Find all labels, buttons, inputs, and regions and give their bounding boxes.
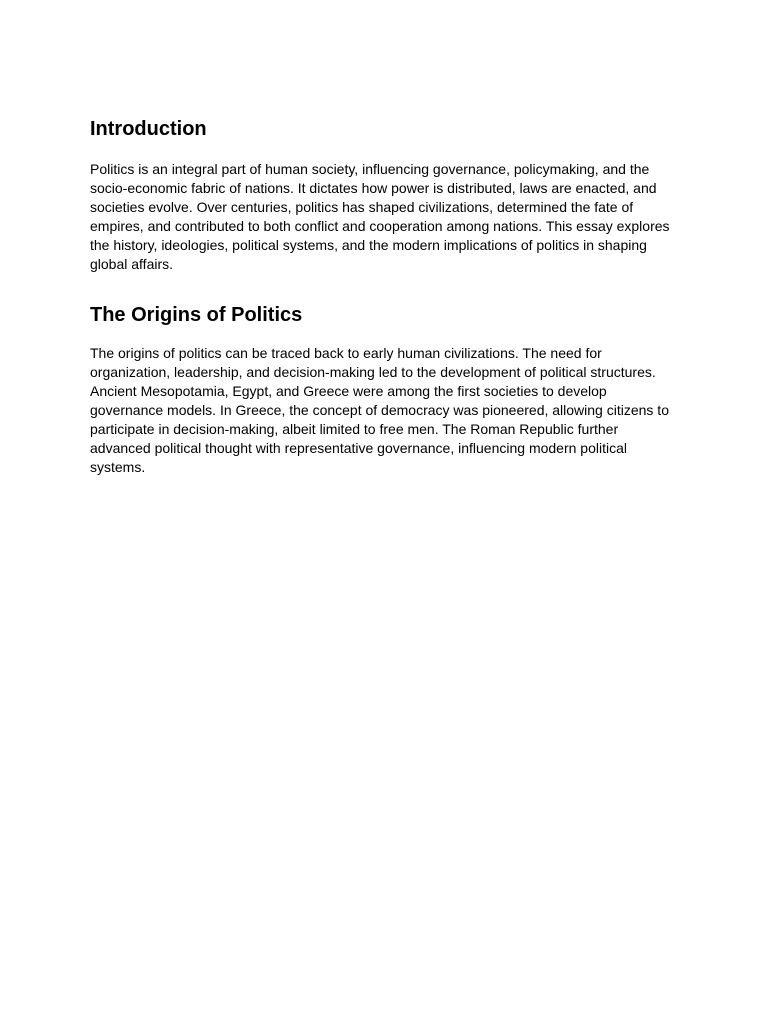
introduction-section — [90, 116, 678, 274]
introduction-heading: Introduction — [90, 118, 207, 140]
origins-heading: The Origins of Politics — [90, 304, 303, 326]
origins-paragraph: The origins of politics can be traced back to early human civilizations. The need for organization, leadership, and decision-making led to the development of political structures. Ancient Mesopotamia, Egypt, and Greece were among the first societies to develop governance models. In Greece, the concept of democracy was pioneered, allowing citizens to participate in decision-making, albeit limited to free men. The Roman Republic further advanced political thought with representative governance, influencing modern political systems. — [90, 345, 669, 475]
origins-section — [90, 302, 678, 477]
introduction-paragraph: Politics is an integral part of human society, influencing governance, policymaking, and the socio-economic fabric of nations. It dictates how power is distributed, laws are enacted, and societies evolve. Over centuries, politics has shaped civilizations, determined the fate of empires, and contributed to both conflict and cooperation among nations. This essay explores the history, ideologies, political systems, and the modern implications of politics in shaping global affairs. — [90, 161, 670, 272]
